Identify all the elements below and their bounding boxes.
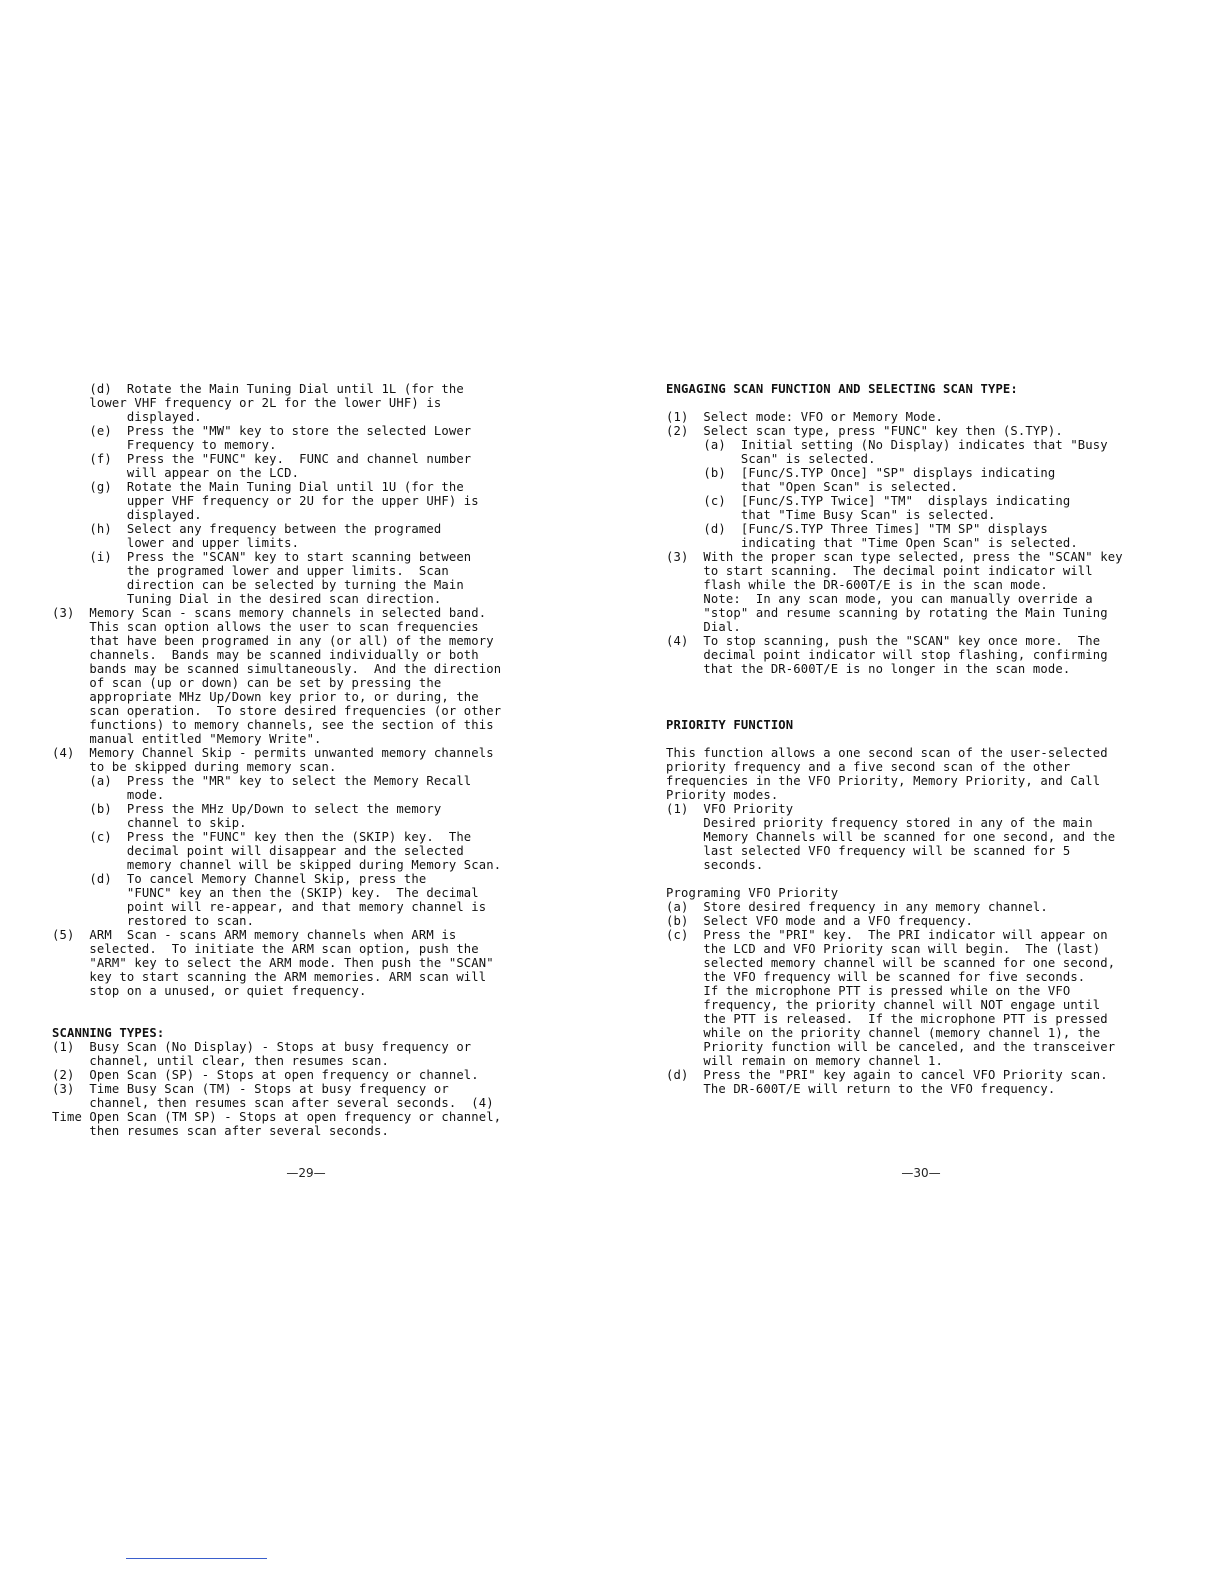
text-line: key to start scanning the ARM memories. ARM scan will [52,970,487,984]
text-line: (5) ARM Scan - scans ARM memory channels when ARM is [52,928,457,942]
text-line: (d) Press the "PRI" key again to cancel VFO Priority scan. [666,1068,1108,1082]
text-line: while on the priority channel (memory channel 1), the [666,1026,1101,1040]
text-line: selected. To initiate the ARM scan option, push the [52,942,479,956]
text-line: flash while the DR-600T/E is in the scan mode. [666,578,1048,592]
text-line: functions) to memory channels, see the section of this [52,718,494,732]
text-line: (4) To stop scanning, push the "SCAN" key once more. The [666,634,1101,648]
text-line: seconds. [666,858,764,872]
text-line: lower and upper limits. [52,536,300,550]
text-line: memory channel will be skipped during Memory Scan. [52,858,502,872]
text-line: The DR-600T/E will return to the VFO frequency. [666,1082,1056,1096]
text-line: last selected VFO frequency will be scanned for 5 [666,844,1071,858]
text-line: displayed. [52,410,202,424]
text-line: (a) Initial setting (No Display) indicates that "Busy [666,438,1108,452]
text-line: Scan" is selected. [666,452,876,466]
text-line: (1) VFO Priority [666,802,794,816]
text-line: restored to scan. [52,914,255,928]
blank-line [666,704,1206,718]
text-line: direction can be selected by turning the Main [52,578,464,592]
text-line: stop on a unused, or quiet frequency. [52,984,367,998]
text-line: Tuning Dial in the desired scan direction. [52,592,442,606]
text-line: of scan (up or down) can be set by pressing the [52,676,442,690]
text-line: appropriate MHz Up/Down key prior to, or during, the [52,690,479,704]
text-line: (g) Rotate the Main Tuning Dial until 1U (for the [52,480,464,494]
text-line: that "Open Scan" is selected. [666,480,959,494]
text-line: (4) Memory Channel Skip - permits unwanted memory channels [52,746,494,760]
text-line: to start scanning. The decimal point indicator will [666,564,1093,578]
text-line: will appear on the LCD. [52,466,300,480]
text-line: (1) Busy Scan (No Display) - Stops at busy frequency or [52,1040,472,1054]
text-line: selected memory channel will be scanned for one second, [666,956,1116,970]
section-heading: ENGAGING SCAN FUNCTION AND SELECTING SCAN TYPE: [666,382,1018,396]
text-line: "FUNC" key an then the (SKIP) key. The decimal [52,886,479,900]
text-line: then resumes scan after several seconds. [52,1124,389,1138]
text-line: (i) Press the "SCAN" key to start scanning between [52,550,472,564]
text-line: "ARM" key to select the ARM mode. Then push the "SCAN" [52,956,494,970]
footnote-rule [126,1558,267,1559]
text-line: Dial. [666,620,741,634]
text-line: frequencies in the VFO Priority, Memory Priority, and Call [666,774,1101,788]
text-line: (d) [Func/S.TYP Three Times] "TM SP" displays [666,522,1048,536]
text-line: (1) Select mode: VFO or Memory Mode. [666,410,944,424]
text-line: mode. [52,788,165,802]
text-line: manual entitled "Memory Write". [52,732,322,746]
text-line: that "Time Busy Scan" is selected. [666,508,996,522]
blank-line [666,676,1206,690]
text-line: indicating that "Time Open Scan" is selected. [666,536,1078,550]
text-line: that have been programed in any (or all) of the memory [52,634,494,648]
blank-line [52,998,592,1012]
text-line: point will re-appear, and that memory channel is [52,900,487,914]
text-line: (e) Press the "MW" key to store the selected Lower [52,424,472,438]
text-line: (d) Rotate the Main Tuning Dial until 1L (for the [52,382,464,396]
text-line: priority frequency and a five second scan of the other [666,760,1071,774]
text-line: that the DR-600T/E is no longer in the scan mode. [666,662,1071,676]
blank-line [52,1012,592,1026]
page-number-right: —30— [901,1166,941,1180]
blank-line [666,396,1206,410]
text-line: the VFO frequency will be scanned for five seconds. [666,970,1086,984]
text-line: the PTT is released. If the microphone PTT is pressed [666,1012,1108,1026]
text-line: This function allows a one second scan of the user-selected [666,746,1108,760]
text-line: will remain on memory channel 1. [666,1054,944,1068]
text-line: upper VHF frequency or 2U for the upper UHF) is [52,494,479,508]
blank-line [666,690,1206,704]
text-line: (c) [Func/S.TYP Twice] "TM" displays indicating [666,494,1071,508]
text-line: (2) Select scan type, press "FUNC" key then (S.TYP). [666,424,1063,438]
text-line: channel, until clear, then resumes scan. [52,1054,389,1068]
text-line: the programed lower and upper limits. Scan [52,564,449,578]
text-line: (h) Select any frequency between the programed [52,522,442,536]
text-line: This scan option allows the user to scan frequencies [52,620,479,634]
text-line: displayed. [52,508,202,522]
text-line: bands may be scanned simultaneously. And the direction [52,662,502,676]
text-line: decimal point will disappear and the selected [52,844,464,858]
page-number-left: —29— [286,1166,326,1180]
text-line: channel, then resumes scan after several seconds. (4) [52,1096,494,1110]
text-line: (a) Press the "MR" key to select the Memory Recall [52,774,472,788]
text-line: channels. Bands may be scanned individually or both [52,648,479,662]
text-line: to be skipped during memory scan. [52,760,337,774]
text-line: (2) Open Scan (SP) - Stops at open frequency or channel. [52,1068,479,1082]
text-line: (f) Press the "FUNC" key. FUNC and channel number [52,452,472,466]
section-heading: SCANNING TYPES: [52,1026,165,1040]
text-line: If the microphone PTT is pressed while on the VFO [666,984,1071,998]
text-line: Programing VFO Priority [666,886,839,900]
section-heading: PRIORITY FUNCTION [666,718,794,732]
text-line: decimal point indicator will stop flashing, confirming [666,648,1108,662]
text-line: Time Open Scan (TM SP) - Stops at open frequency or channel, [52,1110,502,1124]
text-line: (d) To cancel Memory Channel Skip, press the [52,872,427,886]
text-line: (b) Select VFO mode and a VFO frequency. [666,914,973,928]
left-page-text [52,382,592,1138]
text-line: (a) Store desired frequency in any memory channel. [666,900,1048,914]
text-line: (3) Memory Scan - scans memory channels in selected band. [52,606,487,620]
text-line: (c) Press the "PRI" key. The PRI indicator will appear on [666,928,1108,942]
blank-line [666,732,1206,746]
text-line: Desired priority frequency stored in any of the main [666,816,1093,830]
text-line: channel to skip. [52,816,247,830]
text-line: Priority modes. [666,788,779,802]
text-line: "stop" and resume scanning by rotating the Main Tuning [666,606,1108,620]
text-line: (3) Time Busy Scan (TM) - Stops at busy frequency or [52,1082,449,1096]
text-line: Memory Channels will be scanned for one second, and the [666,830,1116,844]
text-line: (b) Press the MHz Up/Down to select the memory [52,802,442,816]
blank-line [666,872,1206,886]
text-line: the LCD and VFO Priority scan will begin. The (last) [666,942,1101,956]
text-line: lower VHF frequency or 2L for the lower UHF) is [52,396,442,410]
text-line: (c) Press the "FUNC" key then the (SKIP) key. The [52,830,472,844]
text-line: scan operation. To store desired frequencies (or other [52,704,502,718]
text-line: Frequency to memory. [52,438,277,452]
right-page-text [666,382,1206,1096]
text-line: Priority function will be canceled, and the transceiver [666,1040,1116,1054]
text-line: frequency, the priority channel will NOT engage until [666,998,1101,1012]
text-line: Note: In any scan mode, you can manually override a [666,592,1093,606]
text-line: (b) [Func/S.TYP Once] "SP" displays indicating [666,466,1056,480]
text-line: (3) With the proper scan type selected, press the "SCAN" key [666,550,1123,564]
